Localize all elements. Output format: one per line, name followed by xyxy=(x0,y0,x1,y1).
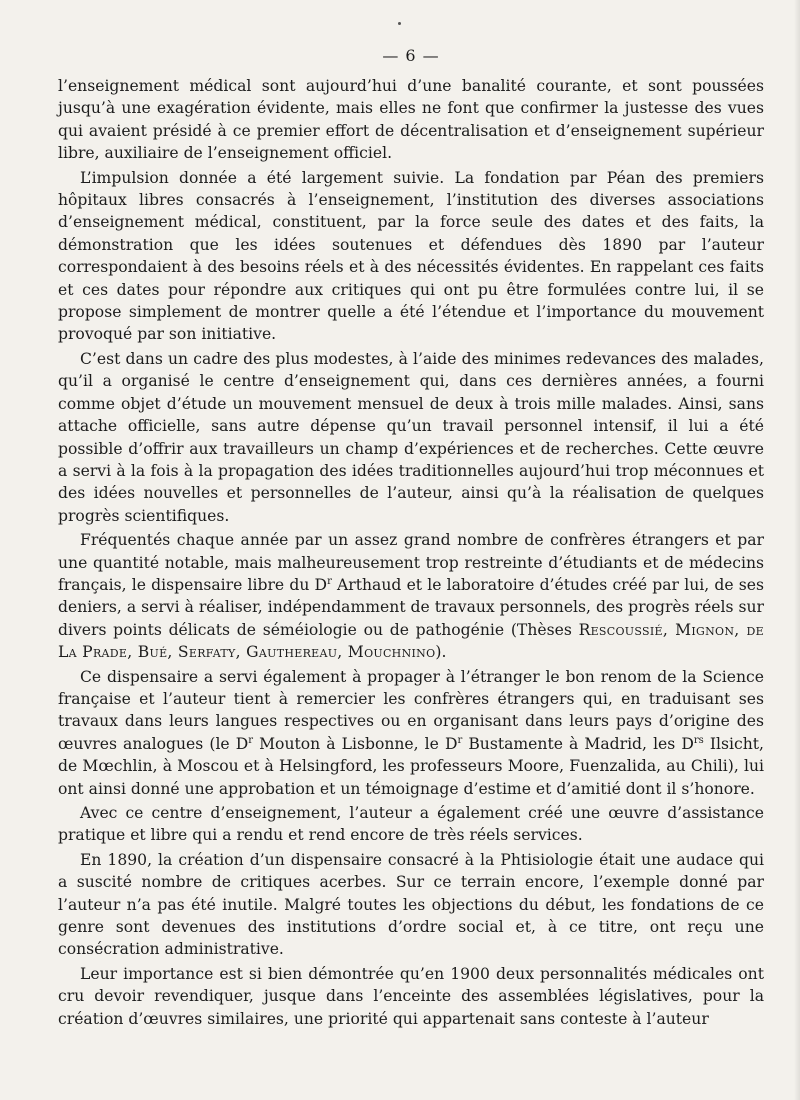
paragraph-7: En 1890, la création d’un dispensaire consacré à la Phtisiologie était une audace qui a suscité nombre de critiques acerbes. Sur ce terrain encore, l’exemple donné par l’auteur n’a pas été inutile. Malgré toutes les objections du début, les fondations de ce genre sont devenues des institutions d’ordre social et, à ce titre, ont reçu une consécration administrative. xyxy=(58,850,764,959)
paragraph-5-text-c: Bustamente à Madrid, les D xyxy=(462,734,694,753)
paragraph-3: C’est dans un cadre des plus modestes, à l’aide des minimes redevances des malades, qu’il a organisé le centre d’enseignement qui, dans ces dernières années, a fourni comme objet d’étude un mouvement mensuel de deux à trois mille malades. Ainsi, sans attache officielle, sans autre dépense qu’un travail personnel intensif, il lui a été possible d’offrir aux travailleurs un champ d’expériences et de recherches. Cette œuvre a servi à la fois à la propagation des idées traditionnelles aujourd’hui trop méconnues et des idées nouvelles et personnelles de l’auteur, ainsi qu’à la réalisation de quelques progrès scientifiques. xyxy=(58,349,764,525)
paragraph-2: L’impulsion donnée a été largement suivie. La fondation par Péan des premiers hôpitaux libres consacrés à l’enseignement, l’institution des diverses associations d’enseignement médical, constituent, par la force seule des dates et des faits, la démonstration que les idées soutenues et défendues dès 1890 par l’auteur correspondaient à des besoins réels et à des nécessités évidentes. En rappelant ces faits et ces dates pour répondre aux critiques qui ont pu être formulées contre lui, il se propose simplement de montrer quelle a été l’étendue et l’importance du mouvement provoqué par son initiative. xyxy=(58,168,764,344)
superscript-r: r xyxy=(457,734,463,746)
paragraph-4 xyxy=(58,529,764,663)
superscript-r: r xyxy=(327,575,332,587)
paragraph-4-text-a: Fréquentés chaque année par un assez grand nombre de confrères étrangers et par une quantité notable, mais malheureusement trop restreinte d’étudiants et de médecins français, le dispensaire libre du D xyxy=(58,531,764,594)
paragraph-8: Leur importance est si bien démontrée qu’en 1900 deux personnalités médicales ont cru devoir revendiquer, jusque dans l’enceinte des assemblées législatives, pour la création d’œuvres similaires, une priorité qui appartenait sans conteste à l’auteur xyxy=(58,964,764,1028)
paragraph-4-text-b: Arthaud et le laboratoire d’études créé par lui, de ses deniers, a servi à réaliser, indépendamment de travaux personnels, des progrès réels sur divers points délicats de séméiologie ou de pathogénie (Thèses xyxy=(58,575,764,639)
body-text xyxy=(58,75,764,1030)
paragraph-4-text-c: ). xyxy=(435,643,447,662)
paragraph-5-text-d: Ilsicht, de Mœchlin, à Moscou et à Helsingford, les professeurs Moore, Fuenzalida, au Chili), lui ont ainsi donné une approbation et un témoignage d’estime et d’amitié dont il s’honore. xyxy=(58,734,764,798)
print-speck xyxy=(398,22,401,25)
superscript-rs: rs xyxy=(693,734,704,746)
thesis-authors: Rescoussié, Mignon, de La Prade, Bué, Serfaty, Gauthereau, Mouchnino xyxy=(58,620,764,662)
paragraph-6: Avec ce centre d’enseignement, l’auteur a également créé une œuvre d’assistance pratique et libre qui a rendu et rend encore de très réels services. xyxy=(58,804,764,845)
superscript-r: r xyxy=(248,734,254,746)
page-edge-shadow xyxy=(794,0,800,1100)
paragraph-5-text-a: Ce dispensaire a servi également à propager à l’étranger le bon renom de la Science française et l’auteur tient à remercier les confrères étrangers qui, en traduisant ses travaux dans leurs langues respectives ou en organisant dans leurs pays d’origine des œuvres analogues (le D xyxy=(58,667,764,753)
paragraph-1: l’enseignement médical sont aujourd’hui d’une banalité courante, et sont poussées jusqu’à une exagération évidente, mais elles ne font que confirmer la justesse des vues qui avaient présidé à ce premier effort de décentralisation et d’enseignement supérieur libre, auxiliaire de l’enseignement officiel. xyxy=(58,77,764,163)
paragraph-5 xyxy=(58,666,764,800)
paragraph-5-text-b: Mouton à Lisbonne, le D xyxy=(253,734,458,753)
page-number: — 6 — xyxy=(382,46,440,65)
